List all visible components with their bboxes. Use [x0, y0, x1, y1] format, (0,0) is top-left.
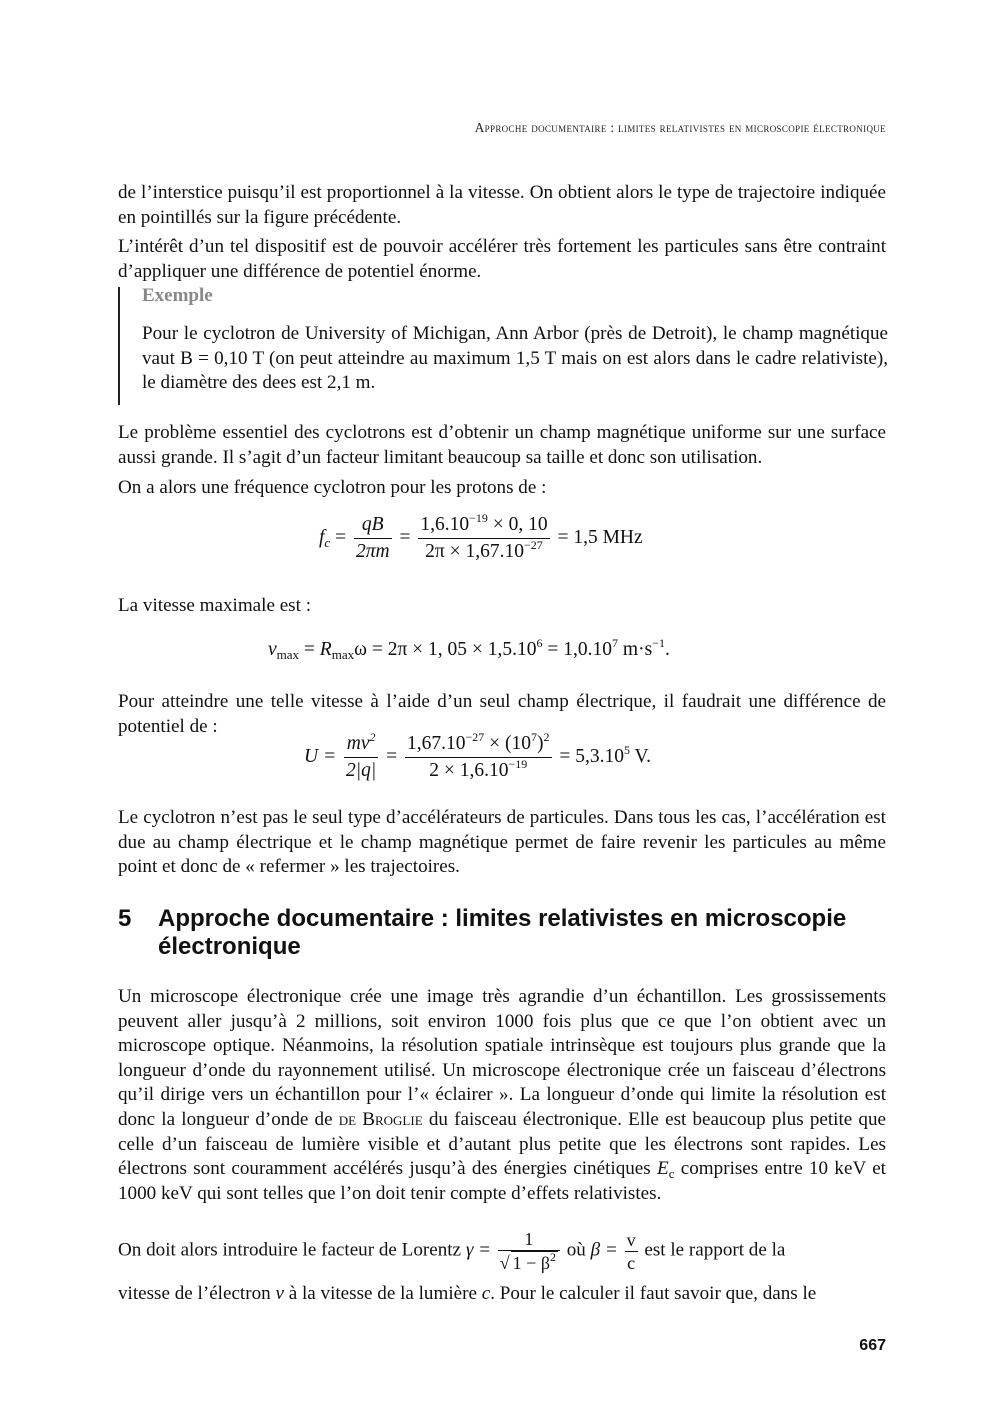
paragraph-cyclotron-conclusion: Le cyclotron n’est pas le seul type d’accélérateurs de particules. Dans tous les cas, l’accélération est due au champ électrique et le champ magnétique permet de faire revenir les particules au même point et donc de « refermer » les trajectoires. — [118, 807, 886, 878]
equation-cyclotron-frequency: $f_c$ = $\frac{qB}{2\pi m}$ = $\frac{1,6.10^{-19} \times 0, 10}{2\pi \times 1,67.10^{-27}}$ = 1,5 MHz — [319, 511, 643, 562]
paragraph-lorentz: On doit alors introduire le facteur de Lorentz γ = $\frac{1}{√ 1 - \beta^2}$ où β = $\frac{v}{c}$ est le rapport de la — [118, 1229, 786, 1273]
beta-fraction: $\frac{v}{c}$ — [626, 1229, 636, 1273]
gamma-fraction: $\frac{1}{√ 1 - \beta^2}$ — [498, 1228, 560, 1274]
paragraph-frequence-intro: On a alors une fréquence cyclotron pour les protons de : — [118, 477, 547, 498]
example-title: Exemple — [142, 285, 213, 306]
equation-voltage: U = $\frac{mv^2}{2|q|}$ = $\frac{1,67.10^{-27} \times (10^7)^2}{2 \times 1,6.10^{-19}}$ = $5,3.10^5$ V. — [304, 730, 651, 781]
example-bar — [118, 287, 120, 405]
paragraph-probleme: Le problème essentiel des cyclotrons est d’obtenir un champ magnétique uniforme sur une surface aussi grande. Il s’agit d’un facteur limitant beaucoup sa taille et donc son utilisation. — [118, 422, 886, 468]
paragraph-potentiel-intro: Pour atteindre une telle vitesse à l’aide d’un seul champ électrique, il faudrait une différence de potentiel de : — [118, 691, 886, 737]
paragraph-vitesse-intro: La vitesse maximale est : — [118, 595, 311, 616]
running-header: Approche documentaire : limites relativistes en microscopie électronique — [474, 120, 886, 135]
page-number: 667 — [859, 1337, 886, 1354]
section-number: 5 — [118, 905, 132, 932]
paragraph-vitesse-electron: vitesse de l’électron v à la vitesse de la lumière c. Pour le calculer il faut savoir que, dans le — [118, 1283, 817, 1304]
equation-max-velocity: $v_{max} = R_{max}\omega = 2\pi \times 1$, $05 \times 1,5.10^6 = 1,0.10^7$ $m\cdot s^{-1}$. — [268, 636, 670, 662]
paragraph-microscope: Un microscope électronique crée une image très agrandie d’un échantillon. Les grossissements peuvent aller jusqu’à 2 millions, soit environ 1000 fois plus que ce que l’on obtient avec un microscope optique. Néanmoins, la résolution spatiale intrinsèque est toujours plus grande que la longueur d’onde du rayonnement utilisé. Un microscope électronique crée un faisceau d’électrons qu’il dirige vers un échantillon pour l’« éclairer ». La longueur d’onde qui limite la résolution est donc la longueur d’onde de de Broglie du faisceau électronique. Elle est beaucoup plus petite que celle d’un faisceau de lumière visible et d’autant plus petite que les électrons sont rapides. Les électrons sont couramment accélérés jusqu’à des énergies cinétiques $E_c$ comprises entre 10 keV et 1000 keV qui sont telles que l’on doit tenir compte d’effets relativistes. — [118, 986, 887, 1204]
section-title: Approche documentaire : limites relativistes en microscopie électronique — [158, 905, 847, 960]
example-body: Pour le cyclotron de University of Michigan, Ann Arbor (près de Detroit), le champ magnétique vaut B = 0,10 T (on peut atteindre au maximum 1,5 T mais on est alors dans le cadre relativiste), le diamètre des dees est 2,1 m. — [142, 323, 888, 394]
paragraph-interstice: de l’interstice puisqu’il est proportionnel à la vitesse. On obtient alors le type de trajectoire indiquée en pointillés sur la figure précédente. — [118, 182, 886, 228]
paragraph-interet: L’intérêt d’un tel dispositif est de pouvoir accélérer très fortement les particules sans être contraint d’appliquer une différence de potentiel énorme. — [118, 236, 886, 282]
de-broglie-name: de Broglie — [338, 1108, 423, 1130]
